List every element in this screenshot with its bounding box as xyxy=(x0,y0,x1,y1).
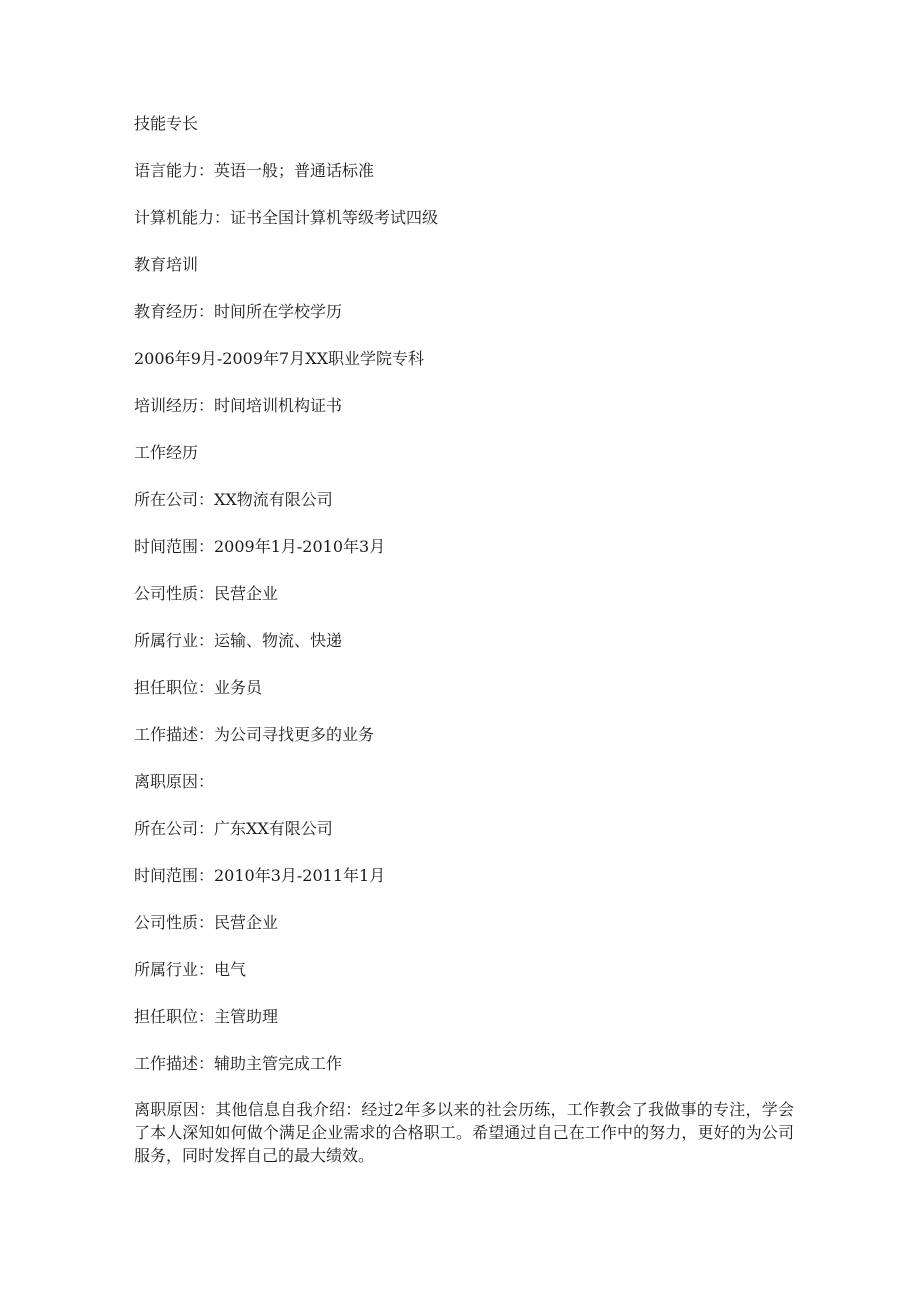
section-heading-skills: 技能专长 xyxy=(134,114,199,133)
section-heading-education: 教育培训 xyxy=(134,255,199,274)
education-header: 教育经历：时间所在学校学历 xyxy=(134,302,343,321)
self-introduction-paragraph: 离职原因：其他信息自我介绍：经过2年多以来的社会历练，工作教会了我做事的专注，学会了本人深知如何做个满足企业需求的合格职工。希望通过自己在工作中的努力，更好的为公司服务，同时发挥自己的最大绩效。 xyxy=(134,1100,794,1165)
job1-leave-reason: 离职原因： xyxy=(134,772,215,791)
section-heading-work: 工作经历 xyxy=(134,443,199,462)
job1-period: 时间范围：2009年1月-2010年3月 xyxy=(134,537,386,556)
job1-company: 所在公司：XX物流有限公司 xyxy=(134,490,333,509)
job1-industry: 所属行业：运输、物流、快递 xyxy=(134,631,343,650)
job1-company-type: 公司性质：民营企业 xyxy=(134,584,279,603)
education-entry: 2006年9月-2009年7月XX职业学院专科 xyxy=(134,349,424,368)
job2-company: 所在公司：广东XX有限公司 xyxy=(134,819,333,838)
job2-period: 时间范围：2010年3月-2011年1月 xyxy=(134,866,386,885)
computer-ability: 计算机能力：证书全国计算机等级考试四级 xyxy=(134,208,439,227)
training-header: 培训经历：时间培训机构证书 xyxy=(134,396,343,415)
job2-company-type: 公司性质：民营企业 xyxy=(134,913,279,932)
job2-position: 担任职位：主管助理 xyxy=(134,1007,279,1026)
resume-content xyxy=(134,111,794,1167)
job2-description: 工作描述：辅助主管完成工作 xyxy=(134,1054,343,1073)
job1-description: 工作描述：为公司寻找更多的业务 xyxy=(134,725,375,744)
job2-industry: 所属行业：电气 xyxy=(134,960,247,979)
job1-position: 担任职位：业务员 xyxy=(134,678,263,697)
language-ability: 语言能力：英语一般；普通话标准 xyxy=(134,161,375,180)
